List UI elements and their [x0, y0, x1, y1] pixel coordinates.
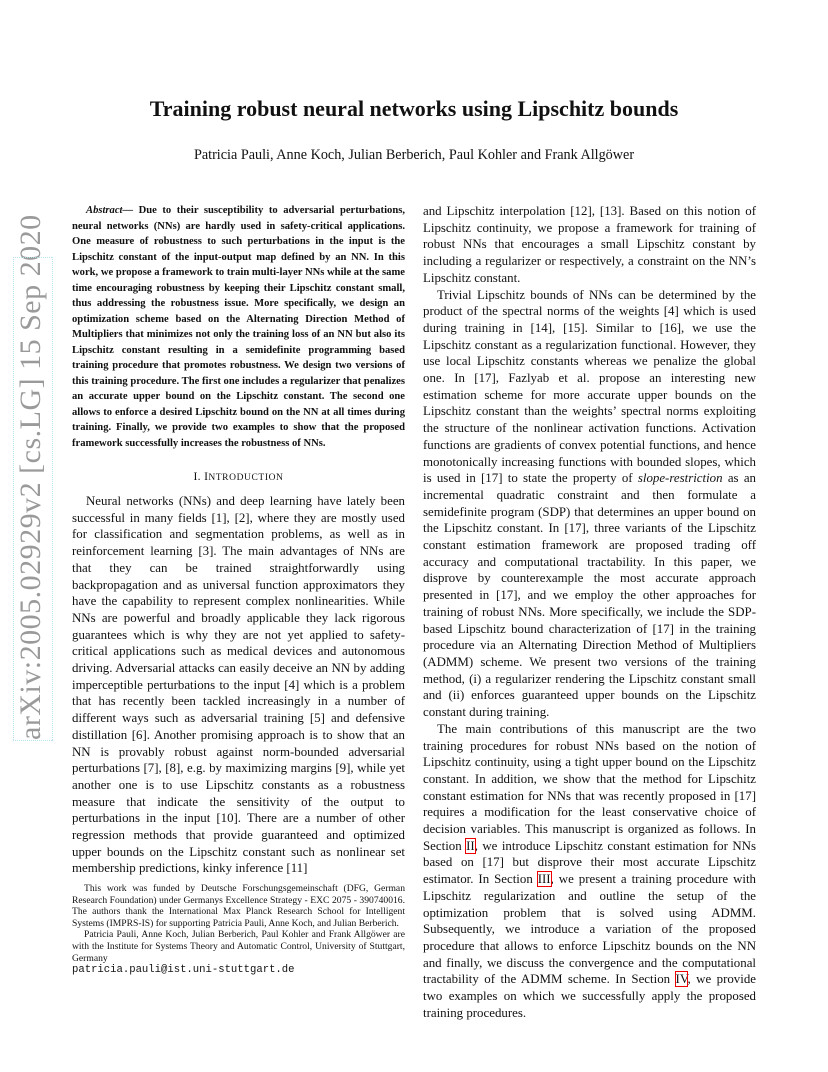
p3-text-d: , we provide two examples on which we successfully apply the proposed training procedures. — [423, 972, 756, 1020]
p3-text-b: , we introduce Lipschitz constant estimation for NNs based on [17] but disprove their most accurate Lipschitz estimator. In Section — [423, 838, 756, 887]
right-paragraph-1: and Lipschitz interpolation [12], [13]. Based on this notion of Lipschitz continuity, we propose a framework for training of robust NNs that encourages a small Lipschitz constant by including a regularizer or respectively, a constraint on the NN’s Lipschitz constant. — [423, 204, 756, 285]
affiliation-text: Patricia Pauli, Anne Koch, Julian Berberich, Paul Kohler and Frank Allgöwer are with the Institute for Systems Theory and Automatic Control, University of Stuttgart, Germany — [72, 929, 405, 964]
right-paragraph-3 — [423, 721, 756, 1022]
right-column — [423, 203, 756, 1021]
p3-text-a: The main contributions of this manuscript are the two training procedures for robust NNs based on the notion of Lipschitz continuity, using a tight upper bound on the Lipschitz constant. In addition, we show that the method for Lipschitz constant estimation for NNs that was recently proposed in [17] requires a modification for the least conservative choice of decision variables. This manuscript is organized as follows. In Section — [423, 721, 756, 853]
p3-text-c: , we present a training procedure with Lipschitz regularization and outline the setup of the optimization problem that is solved using ADMM. Subsequently, we introduce a variation of the proposed procedure that allows to enforce Lipschitz bounds on the NN and finally, we discuss the convergence and the computational tractability of the ADMM scheme. In Section — [423, 872, 756, 987]
left-column — [72, 203, 405, 877]
section-link-II[interactable]: II — [466, 838, 475, 853]
section-heading-introduction — [72, 470, 405, 483]
arxiv-identifier: arXiv:2005.02929v2 [cs.LG] 15 Sep 2020 — [14, 258, 52, 740]
p2-italic-term: slope-restriction — [637, 471, 723, 486]
section-first-letter: I — [204, 470, 209, 483]
author-list: Patricia Pauli, Anne Koch, Julian Berberich, Paul Kohler and Frank Allgöwer — [193, 147, 635, 163]
abstract — [72, 203, 405, 451]
section-link-III[interactable]: III — [537, 872, 551, 887]
right-paragraph-2 — [423, 287, 756, 721]
p2-text-b: as an incremental quadratic constraint and then formulate a semidefinite program (SDP) that determines an upper bound on the Lipschitz constant. In [17], three variants of the Lipschitz constant estimation framework are proposed trading off accuracy and computational tractability. In this paper, we disprove by counterexample the most accurate approach presented in [17], and we employ the other approaches for training of robust NNs. More specifically, we include the SDP-based Lipschitz bound characterization of [17] in the training procedure via an Alternating Direction Method of Multipliers (ADMM) scheme. We present two versions of the training method, (i) a regularizer rendering the Lipschitz constant small and (ii) enforces guaranteed upper bounds on the Lipschitz constant during training. — [423, 471, 756, 720]
paper-title: Training robust neural networks using Lipschitz bounds — [149, 96, 679, 121]
affiliation-note — [72, 929, 405, 976]
abstract-lead: Abstract— — [86, 205, 134, 216]
intro-paragraph-1: Neural networks (NNs) and deep learning have lately been successful in many fields [1], [2], where they are mostly used for classification and segmentation problems, as well as in reinforcement learning [3]. The main advantages of NNs are that they can be trained straightforwardly using backpropagation and as universal function approximators they have the capability to represent complex nonlinearities. While NNs are powerful and broadly applicable they lack rigorous guarantees which is why they are not yet applied to safety-critical applications such as medical devices and autonomous driving. Adversarial attacks can easily deceive an NN by adding imperceptible perturbations to the input [4] which is a problem that has recently been tackled increasingly in a number of different ways such as adversarial training [5] and defensive distillation [6]. Another promising approach is to show that an NN is provably robust against norm-bounded adversarial perturbations [7], [8], e.g. by maximizing margins [9], while yet another one is to use Lipschitz constants as a robustness measure that indicate the sensitivity of the output to perturbations in the input [10]. There are a number of other regression methods that provide guaranteed and optimized upper bounds on the Lipschitz constant such as nonlinear set membership predictions, kinky inference [11] — [72, 494, 405, 876]
section-numeral: I. — [193, 470, 201, 483]
footnote — [72, 883, 405, 977]
funding-note: This work was funded by Deutsche Forschungsgemeinschaft (DFG, German Research Foundation) under Germanys Excellence Strategy - EXC 2075 - 390740016. The authors thank the International Max Planck Research School for Intelligent Systems (IMPRS-IS) for supporting Patricia Pauli, Anne Koch, and Julian Berberich. — [72, 883, 405, 929]
p2-text-a: Trivial Lipschitz bounds of NNs can be determined by the product of the spectral norms of the weights [4] which is used during training in [14], [15]. Similar to [16], we use the Lipschitz constant as a regularization functional. However, they use local Lipschitz constants whereas we penalize the global one. In [17], Fazlyab et al. propose an interesting new estimation scheme for more accurate upper bounds on the Lipschitz constant than the weights’ spectral norms exploiting the structure of the nonlinear activation functions. Activation functions are gradients of convex potential functions, and hence monotonically increasing functions with bounded slopes, which is used in [17] to state the property of — [423, 287, 756, 486]
section-title-rest: NTRODUCTION — [208, 473, 284, 483]
section-link-IV[interactable]: IV — [675, 972, 688, 987]
abstract-text: Due to their susceptibility to adversarial perturbations, neural networks (NNs) are hardly used in safety-critical applications. One measure of robustness to such perturbations in the input is the Lipschitz constant of the input-output map defined by an NN. In this work, we propose a framework to train multi-layer NNs while at the same time encouraging robustness by keeping their Lipschitz constant small, thus addressing the robustness issue. More specifically, we design an optimization scheme based on the Alternating Direction Method of Multipliers that minimizes not only the training loss of an NN but also its Lipschitz constant resulting in a semidefinite programming based training procedure that promotes robustness. We design two versions of this training procedure. The first one includes a regularizer that penalizes an accurate upper bound on the Lipschitz constant. The second one allows to enforce a desired Lipschitz bound on the NN at all times during training. Finally, we provide two examples to show that the proposed framework successfully increases the robustness of NNs. — [72, 205, 405, 449]
author-email: patricia.pauli@ist.uni-stuttgart.de — [72, 964, 295, 977]
